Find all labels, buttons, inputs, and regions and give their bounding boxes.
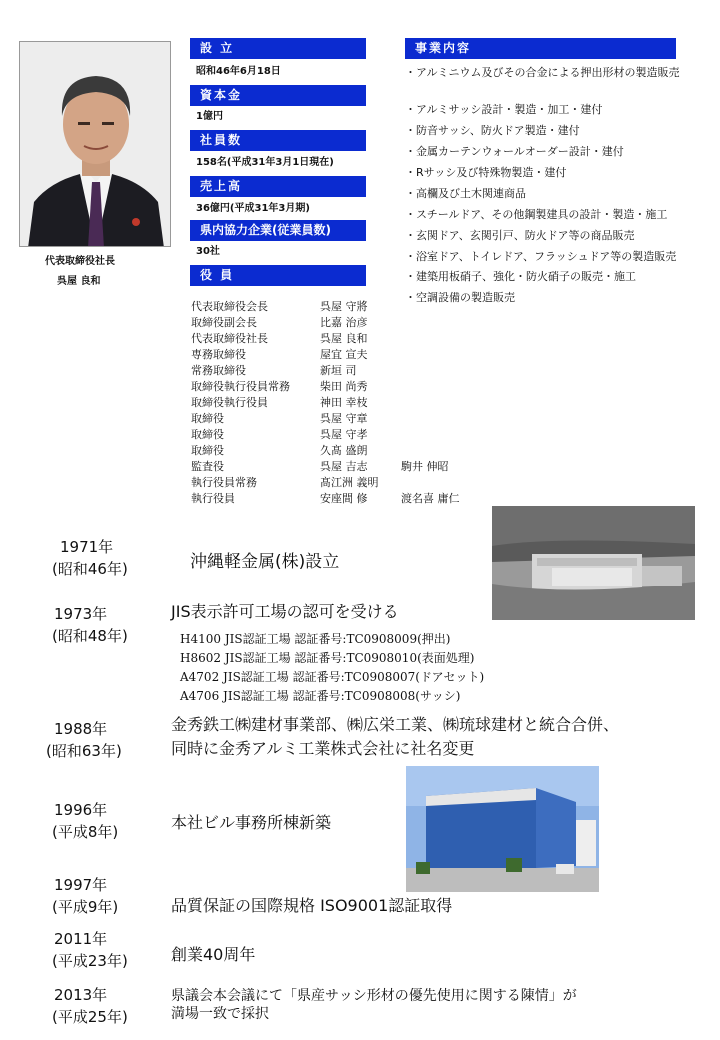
history-era: (平成8年)	[52, 823, 119, 841]
history-era: (平成9年)	[52, 898, 119, 916]
officer-name-second: 駒井 伸昭	[401, 460, 449, 473]
history-event: 県議会本会議にて「県産サッシ形材の優先使用に関する陳情」が	[171, 988, 577, 1004]
history-year: 1971年	[60, 538, 114, 556]
business-item: ・スチールドア、その他鋼製建具の設計・製造・施工	[405, 208, 668, 221]
officer-name: 安座間 修	[320, 492, 368, 505]
history-era: (昭和48年)	[52, 627, 128, 645]
officer-name: 新垣 司	[320, 364, 357, 377]
factory-aerial-photo	[492, 506, 695, 620]
officer-name-second: 渡名喜 庸仁	[401, 492, 460, 505]
business-item: ・建築用板硝子、強化・防火硝子の販売・施工	[405, 270, 636, 283]
officer-title: 常務取締役	[191, 364, 246, 377]
president-title: 代表取締役社長	[45, 256, 115, 267]
history-event: 創業40周年	[171, 945, 256, 964]
jis-certificate: A4702 JIS認証工場 認証番号:TC0908007(ドアセット)	[180, 670, 485, 684]
officer-name: 神田 幸枝	[320, 396, 368, 409]
history-year: 1988年	[54, 720, 108, 738]
officer-name: 呉屋 守章	[320, 412, 368, 425]
officer-name: 呉屋 守將	[320, 300, 368, 313]
president-photo	[19, 41, 171, 247]
sales-header: 売上高	[190, 176, 366, 197]
officers-header: 役 員	[190, 265, 366, 286]
history-era: (平成25年)	[52, 1008, 128, 1026]
officer-title: 執行役員常務	[191, 476, 257, 489]
officer-title: 専務取締役	[191, 348, 246, 361]
history-event: 品質保証の国際規格 ISO9001認証取得	[171, 896, 453, 915]
business-item: ・防音サッシ、防火ドア製造・建付	[405, 124, 580, 137]
office-building-photo	[406, 766, 599, 892]
history-era: (平成23年)	[52, 952, 128, 970]
officer-title: 代表取締役社長	[191, 332, 268, 345]
officer-title: 代表取締役会長	[191, 300, 268, 313]
jis-certificate: A4706 JIS認証工場 認証番号:TC0908008(サッシ)	[180, 689, 461, 703]
officer-title: 取締役	[191, 444, 224, 457]
founded-header: 設 立	[190, 38, 366, 59]
history-year: 2013年	[54, 986, 108, 1004]
officer-name: 呉屋 守孝	[320, 428, 368, 441]
business-item: ・アルミニウム及びその合金による押出形材の製造販売	[405, 66, 680, 79]
jis-certificate: H8602 JIS認証工場 認証番号:TC0908010(表面処理)	[180, 651, 475, 665]
officer-name: 呉屋 吉志	[320, 460, 368, 473]
history-era: (昭和46年)	[52, 560, 128, 578]
partners-header: 県内協力企業(従業員数)	[190, 220, 366, 241]
history-event: JIS表示許可工場の認可を受ける	[171, 602, 399, 621]
officer-title: 取締役副会長	[191, 316, 257, 329]
history-event-line2: 同時に金秀アルミ工業株式会社に社名変更	[171, 739, 475, 758]
officer-title: 執行役員	[191, 492, 235, 505]
business-item: ・Rサッシ及び特殊物製造・建付	[405, 166, 567, 179]
business-item: ・高欄及び土木関連商品	[405, 187, 526, 200]
history-year: 1996年	[54, 801, 108, 819]
officer-name: 屋宜 宣夫	[320, 348, 368, 361]
capital-value: 1億円	[196, 111, 223, 122]
officer-title: 取締役	[191, 428, 224, 441]
history-event: 金秀鉄工㈱建材事業部、㈱広栄工業、㈱琉球建材と統合合併、	[171, 715, 620, 734]
president-name: 呉屋 良和	[57, 276, 101, 287]
founded-value: 昭和46年6月18日	[196, 66, 281, 77]
sales-value: 36億円(平成31年3月期)	[196, 203, 310, 214]
officer-name: 柴田 尚秀	[320, 380, 368, 393]
business-item: ・空調設備の製造販売	[405, 291, 515, 304]
history-era: (昭和63年)	[46, 742, 122, 760]
history-year: 1997年	[54, 876, 108, 894]
officer-name: 髙江洲 義明	[320, 476, 379, 489]
officer-name: 呉屋 良和	[320, 332, 368, 345]
business-item: ・金属カーテンウォールオーダー設計・建付	[405, 145, 624, 158]
business-item: ・アルミサッシ設計・製造・加工・建付	[405, 103, 603, 116]
officer-title: 取締役	[191, 412, 224, 425]
officer-title: 取締役執行役員	[191, 396, 268, 409]
history-year: 2011年	[54, 930, 108, 948]
business-item: ・玄関ドア、玄関引戸、防火ドア等の商品販売	[405, 229, 635, 242]
capital-header: 資本金	[190, 85, 366, 106]
history-event: 本社ビル事務所棟新築	[171, 813, 332, 832]
business-header: 事業内容	[405, 38, 676, 59]
history-event: 沖縄軽金属(株)設立	[190, 552, 340, 572]
history-year: 1973年	[54, 605, 108, 623]
partners-value: 30社	[196, 246, 220, 257]
officer-title: 監査役	[191, 460, 224, 473]
employees-header: 社員数	[190, 130, 366, 151]
employees-value: 158名(平成31年3月1日現在)	[196, 157, 334, 168]
business-item: ・浴室ドア、トイレドア、フラッシュドア等の製造販売	[405, 250, 677, 263]
officer-title: 取締役執行役員常務	[191, 380, 290, 393]
officer-name: 久髙 盛朗	[320, 444, 368, 457]
jis-certificate: H4100 JIS認証工場 認証番号:TC0908009(押出)	[180, 632, 451, 646]
officer-name: 比嘉 治彦	[320, 316, 368, 329]
history-event-line2: 満場一致で採択	[171, 1006, 269, 1022]
president-portrait-image	[20, 42, 171, 247]
